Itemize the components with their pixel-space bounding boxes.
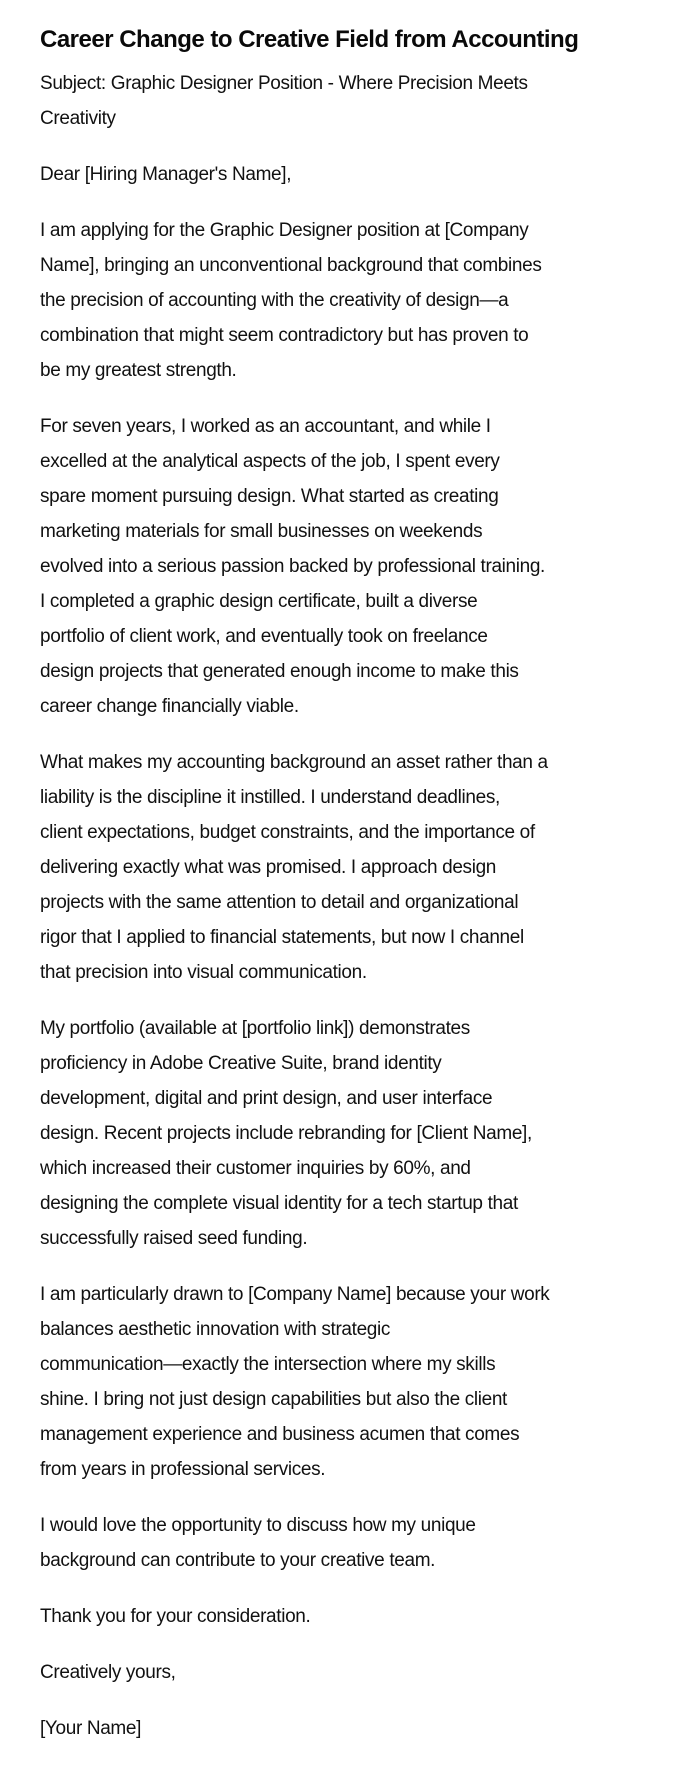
paragraph-line: that precision into visual communication.: [40, 962, 367, 983]
paragraph-line: excelled at the analytical aspects of the job, I spent every: [40, 451, 500, 472]
paragraph-line: evolved into a serious passion backed by professional training.: [40, 556, 545, 577]
paragraph-line: client expectations, budget constraints, and the importance of: [40, 822, 535, 843]
paragraph-line: design projects that generated enough income to make this: [40, 661, 519, 682]
paragraph-line: I am applying for the Graphic Designer position at [Company: [40, 220, 529, 241]
paragraph-line: portfolio of client work, and eventually took on freelance: [40, 626, 488, 647]
paragraph-portfolio: [40, 1011, 680, 1256]
subject-line: [40, 66, 680, 136]
closing-text: Creatively yours,: [40, 1662, 176, 1683]
paragraph-line: the precision of accounting with the creativity of design—a: [40, 290, 509, 311]
paragraph-line: delivering exactly what was promised. I approach design: [40, 857, 497, 878]
paragraph-line: proficiency in Adobe Creative Suite, brand identity: [40, 1053, 442, 1074]
subject-line-text: Creativity: [40, 108, 116, 129]
paragraph-line: For seven years, I worked as an accountant, and while I: [40, 416, 491, 437]
salutation: [40, 157, 680, 192]
paragraph-call-to-action: [40, 1508, 680, 1578]
thanks-line: [40, 1599, 680, 1634]
paragraph-line: Name], bringing an unconventional background that combines: [40, 255, 542, 276]
salutation-text: Dear [Hiring Manager's Name],: [40, 164, 292, 185]
paragraph-company-fit: [40, 1277, 680, 1487]
paragraph-line: balances aesthetic innovation with strategic: [40, 1319, 391, 1340]
subject-line-text: Subject: Graphic Designer Position - Where Precision Meets: [40, 73, 528, 94]
thanks-text: Thank you for your consideration.: [40, 1606, 311, 1627]
paragraph-line: What makes my accounting background an asset rather than a: [40, 752, 548, 773]
paragraph-line: designing the complete visual identity for a tech startup that: [40, 1193, 518, 1214]
letter-body: [40, 66, 680, 1767]
paragraph-line: design. Recent projects include rebranding for [Client Name],: [40, 1123, 532, 1144]
paragraph-line: be my greatest strength.: [40, 360, 237, 381]
paragraph-line: combination that might seem contradictory but has proven to: [40, 325, 529, 346]
document-title: Career Change to Creative Field from Accounting: [40, 26, 579, 53]
paragraph-line: management experience and business acumen that comes: [40, 1424, 520, 1445]
paragraph-line: from years in professional services.: [40, 1459, 326, 1480]
paragraph-line: spare moment pursuing design. What started as creating: [40, 486, 499, 507]
paragraph-line: career change financially viable.: [40, 696, 299, 717]
paragraph-line: My portfolio (available at [portfolio link]) demonstrates: [40, 1018, 470, 1039]
signature: [40, 1711, 680, 1746]
paragraph-line: shine. I bring not just design capabilities but also the client: [40, 1389, 507, 1410]
paragraph-line: successfully raised seed funding.: [40, 1228, 308, 1249]
paragraph-line: marketing materials for small businesses on weekends: [40, 521, 483, 542]
paragraph-line: I completed a graphic design certificate, built a diverse: [40, 591, 478, 612]
paragraph-line: background can contribute to your creative team.: [40, 1550, 436, 1571]
paragraph-line: I would love the opportunity to discuss how my unique: [40, 1515, 476, 1536]
paragraph-line: rigor that I applied to financial statements, but now I channel: [40, 927, 524, 948]
signature-text: [Your Name]: [40, 1718, 142, 1739]
paragraph-line: which increased their customer inquiries by 60%, and: [40, 1158, 471, 1179]
closing-line: [40, 1655, 680, 1690]
paragraph-line: communication—exactly the intersection where my skills: [40, 1354, 496, 1375]
paragraph-strengths: [40, 745, 680, 990]
paragraph-line: I am particularly drawn to [Company Name] because your work: [40, 1284, 550, 1305]
paragraph-line: liability is the discipline it instilled. I understand deadlines,: [40, 787, 500, 808]
paragraph-line: development, digital and print design, and user interface: [40, 1088, 493, 1109]
paragraph-line: projects with the same attention to detail and organizational: [40, 892, 519, 913]
paragraph-intro: [40, 213, 680, 388]
paragraph-background: [40, 409, 680, 724]
